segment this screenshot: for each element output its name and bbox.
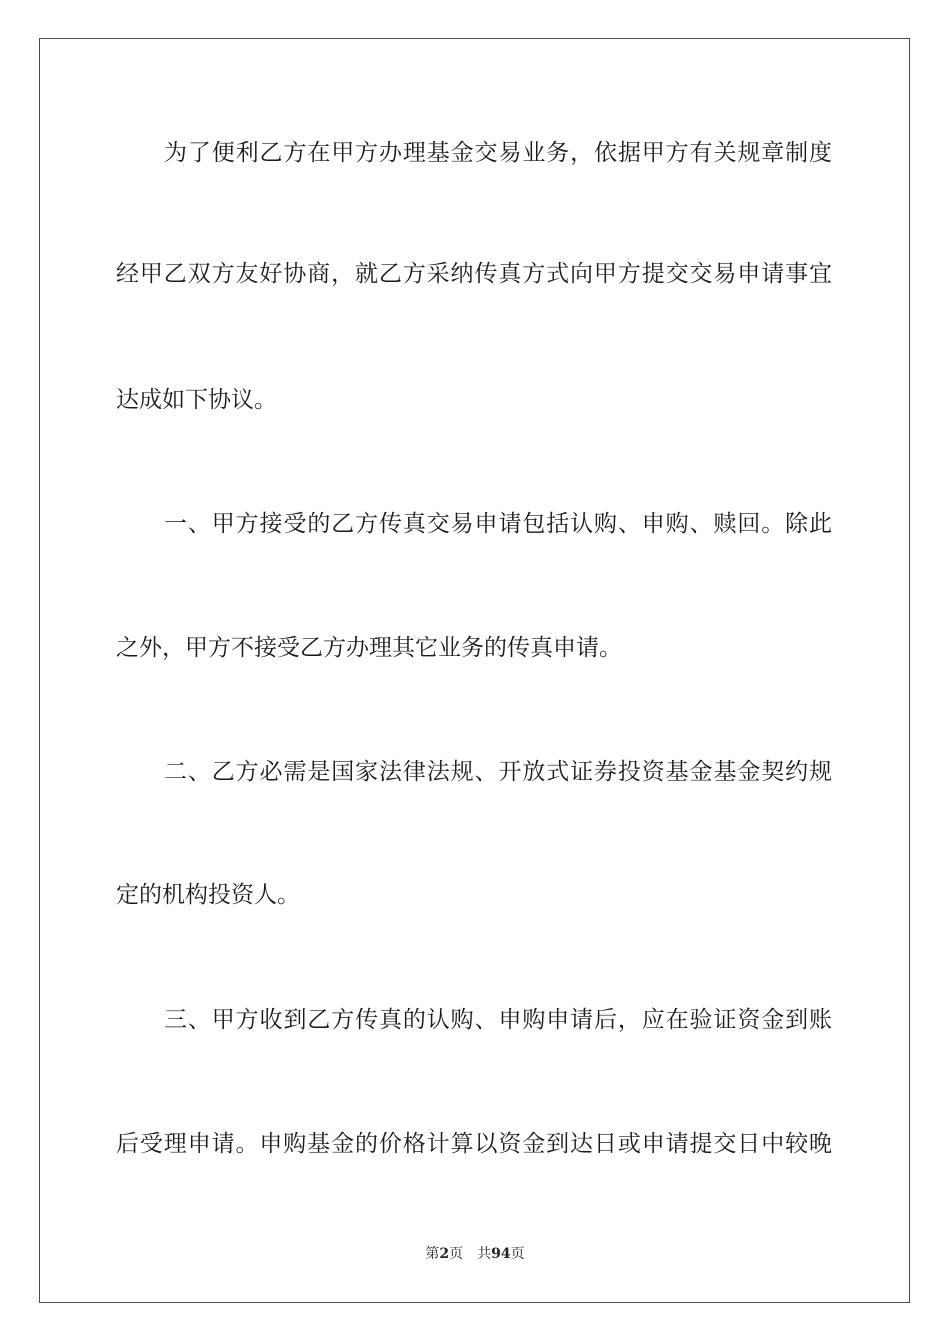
clause-1-line-2: 之外，甲方不接受乙方办理其它业务的传真申请。 bbox=[116, 635, 622, 661]
clause-1-line-1: 一、甲方接受的乙方传真交易申请包括认购、申购、赎回。除此 bbox=[164, 511, 832, 537]
footer-total-prefix: 共 bbox=[477, 1246, 492, 1262]
paragraph-1-line-3: 达成如下协议。 bbox=[116, 387, 277, 413]
footer-page-number: 2 bbox=[439, 1246, 450, 1262]
page-footer bbox=[0, 1244, 950, 1264]
footer-page-prefix: 第 bbox=[425, 1246, 440, 1262]
footer-total-pages: 94 bbox=[491, 1246, 511, 1262]
footer-page-suffix: 页 bbox=[449, 1246, 464, 1262]
footer-total-suffix: 页 bbox=[510, 1246, 525, 1262]
clause-3-line-1: 三、甲方收到乙方传真的认购、申购申请后，应在验证资金到账 bbox=[164, 1007, 832, 1033]
paragraph-1-line-2: 经甲乙双方友好协商，就乙方采纳传真方式向甲方提交交易申请事宜 bbox=[116, 261, 832, 287]
clause-2-line-1: 二、乙方必需是国家法律法规、开放式证券投资基金基金契约规 bbox=[164, 759, 832, 785]
paragraph-1-line-1: 为了便利乙方在甲方办理基金交易业务，依据甲方有关规章制度 bbox=[164, 140, 832, 166]
clause-2-line-2: 定的机构投资人。 bbox=[116, 882, 300, 908]
page-border bbox=[39, 38, 910, 1303]
clause-3-line-2: 后受理申请。申购基金的价格计算以资金到达日或申请提交日中较晚 bbox=[116, 1131, 832, 1157]
